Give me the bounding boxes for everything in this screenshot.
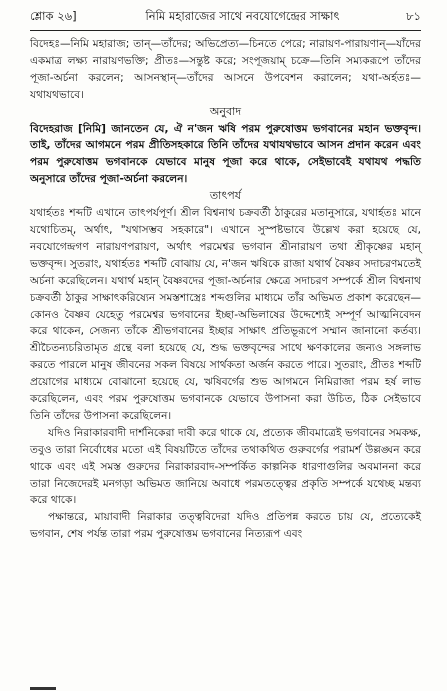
header-rule [30,30,421,31]
running-header [30,8,421,28]
purport-paragraph: পক্ষান্তরে, মায়াবাদী নিরাকার তত্ত্ববিদেরা যদিও প্রতিপন্ন করতে চায় যে, প্রত্যেকেই ভগবান, শেষ পর্যন্ত তারা পরম পুরুষোত্তম ভগবানের নিত্যরূপ এবং [30,511,421,541]
translation-heading: অনুবাদ [209,104,242,118]
purport-paragraph: যথার্হতঃ শব্দটি এখানে তাৎপর্যপূর্ণ। শ্রীল বিশ্বনাথ চক্রবর্তী ঠাকুরের মতানুসারে, যথার্হতঃ মানে যথোচিতম্, অর্থাৎ, "যথাসম্ভব সহকারে"। এখানে সুস্পষ্টভাবে উল্লেখ করা হয়েছে যে, নবযোগেন্দ্রগণ নারায়ণপরায়ণ, অর্থাৎ পরমেশ্বর ভগবান শ্রীনারায়ণ তথা শ্রীকৃষ্ণের মহান্ ভক্তবৃন্দ। সুতরাং, যথার্হতঃ শব্দটি বোঝায় যে, ন'জন ঋষিকে রাজা যথার্থ বৈষ্ণব সদাচরণমতেই অর্চনা করেছিলেন। যথার্থ মহান্ বৈষ্ণবদের পূজা-অর্চনার ক্ষেত্রে সদাচরণ সম্পর্কে শ্রীল বিশ্বনাথ চক্রবর্তী ঠাকুর সাক্ষাৎকরিষ্যেন সমস্তশাস্ত্রেঃ শব্দগুলির মাধ্যমে তাঁর অভিমত প্রকাশ করেছেন—কোনও বৈষ্ণব যেহেতু পরমেশ্বর ভগবানের ইচ্ছা-অভিলাষের উদ্দেশ্যেই সম্পূর্ণ আত্মনিবেদন করে থাকেন, সেজন্য তাঁকে শ্রীভগবানের ইচ্ছার সাক্ষাৎ প্রতিভূরূপে সম্মান জানানো কর্তব্য। শ্রীচৈতন্যচরিতামৃত গ্রন্থে বলা হয়েছে যে, শুদ্ধ ভক্তবৃন্দের সাথে ক্ষণকালের জন্যও সঙ্গলাভ করতে পারলে মানুষ জীবনের সকল বিষয়ে সার্থকতা অর্জন করতে পারে। সুতরাং, প্রীতঃ শব্দটি প্রয়োগের মাধ্যমে বোঝানো হয়েছে যে, ঋষিবর্গের শুভ আগমনে নিমিরাজা পরম হর্ষ লাভ করেছিলেন, এবং পরম পুরুষোত্তম ভগবানকে যেভাবে উপাসনা করা উচিত, ঠিক সেইভাবে তিনি তাঁদের উপাসনা করেছিলেন। [30,207,421,422]
synonyms-paragraph: বিদেহঃ—নিমি মহারাজ; তান্—তাঁদের; অভিপ্রেত্য—চিনতে পেরে; নারায়ণ-পারায়ণান্—যাঁদের একমাত্র লক্ষ্য নারায়ণভক্তি; প্রীতঃ—সন্তুষ্ট করে; সংপূজয়াম্ চক্রে—তিনি সম্যকরূপে তাঁদের পূজা-অর্চনা করলেন; আসনস্থান্—তাঁদের আসনে উপবেশন করালেন; যথা-অর্হতঃ—যথাযথভাবে। [30,38,421,101]
purport-paragraph: যদিও নিরাকারবাদী দার্শনিকেরা দাবী করে থাকে যে, প্রত্যেক জীবমাত্রেই ভগবানের সমকক্ষ, তবুও তারা নির্বোধের মতো এই বিষয়টিতে তাঁদের তথাকথিত গুরুবর্গের পরামর্শ উল্লঙ্ঘন করে থাকে এবং এই সমস্ত গুরুদের নিরাকারবাদ-সম্পর্কিত কাল্পনিক ধারণাগুলির অবমাননা করে তারা নিজেদেরই মনগড়া অভিমত জানিয়ে অবাধে পরমতত্ত্বের প্রকৃতি সম্পর্কে যথেচ্ছ মন্তব্য করে থাকে। [30,426,421,507]
page-body [30,36,421,543]
chapter-title: নিমি মহারাজের সাথে নবযোগেন্দ্রের সাক্ষাৎ [145,9,340,23]
sloka-reference: শ্লোক ২৬] [30,9,77,23]
page-number: ৮১ [406,9,421,23]
purport-heading: তাৎপর্য [209,189,242,203]
next-page-fragment [30,683,60,691]
translation-paragraph: বিদেহরাজ [নিমি] জানতেন যে, ঐ ন'জন ঋষি পরম পুরুষোত্তম ভগবানের মহান ভক্তবৃন্দ। তাই, তাঁদের আগমনে পরম প্রীতিসহকারে তিনি তাঁদের যথাযথভাবে আসন প্রদান করেন এবং পরম পুরুষোত্তম ভগবানকে যেভাবে মানুষ পূজা করে থাকে, সেইভাবেই যথাযথ পদ্ধতি অনুসারে তাঁদের পূজা-অর্চনা করলেন। [30,122,421,186]
